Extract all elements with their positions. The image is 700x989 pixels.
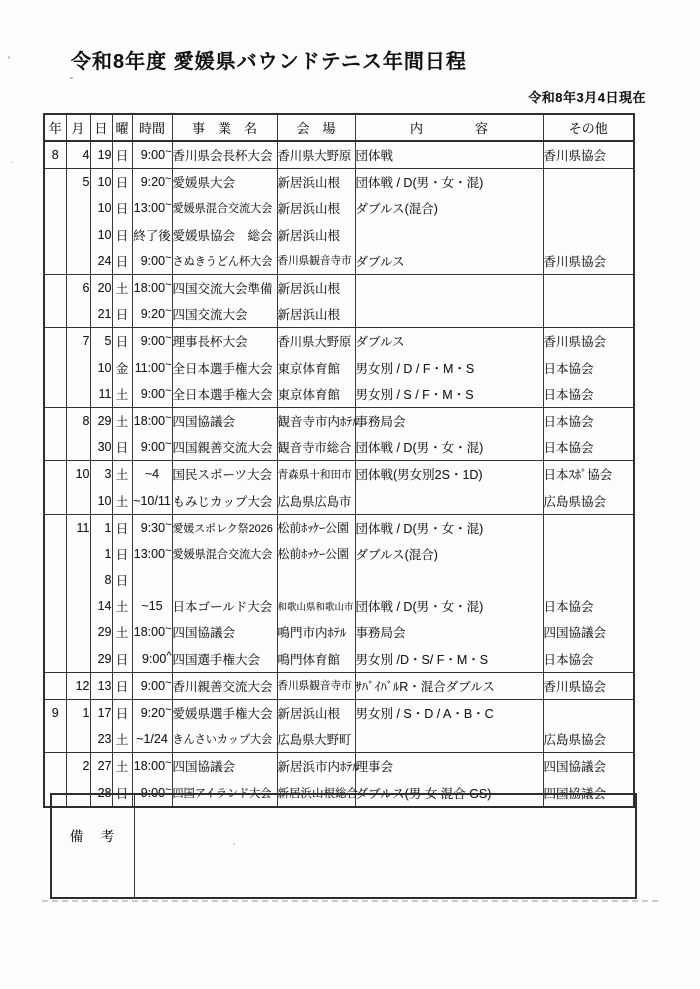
cell-content: 団体戦 / D(男・女・混)	[355, 434, 543, 461]
cell-other: 日本協会	[543, 407, 634, 434]
cell-weekday: 日	[112, 248, 132, 275]
cell-event: 理事長杯大会	[172, 328, 277, 355]
time-tilde: ~	[165, 384, 172, 397]
cell-month	[66, 355, 90, 381]
table-row	[44, 301, 634, 328]
cell-month	[66, 381, 90, 408]
cell-weekday: 土	[112, 726, 132, 753]
cell-content: ダブルス(混合)	[355, 541, 543, 567]
cell-day: 10	[90, 222, 112, 248]
remarks-content	[137, 795, 635, 897]
cell-weekday: 日	[112, 514, 132, 541]
cell-year	[44, 672, 66, 699]
cell-year	[44, 407, 66, 434]
cell-day: 10	[90, 195, 112, 221]
cell-content	[355, 274, 543, 301]
table-row	[44, 222, 634, 248]
cell-content: 事務局会	[355, 619, 543, 645]
cell-event: きんさいカップ大会	[172, 726, 277, 753]
cell-content	[355, 487, 543, 514]
cell-weekday: 日	[112, 301, 132, 328]
table-header	[44, 114, 634, 141]
cell-year: 8	[44, 141, 66, 169]
cell-year	[44, 541, 66, 567]
cell-content: 事務局会	[355, 407, 543, 434]
cell-content: 男女別 /D・S/ F・M・S	[355, 646, 543, 673]
cell-year	[44, 619, 66, 645]
scan-speck	[8, 56, 10, 59]
cell-month	[66, 487, 90, 514]
cell-day: 5	[90, 328, 112, 355]
cell-time: 9:00~	[132, 780, 172, 807]
cell-time: 9:00~	[132, 672, 172, 699]
cell-weekday: 日	[112, 567, 132, 593]
cell-day: 19	[90, 141, 112, 169]
cell-weekday: 日	[112, 222, 132, 248]
cell-other	[543, 699, 634, 726]
cell-other: 広島県協会	[543, 726, 634, 753]
cell-event: 愛媛県大会	[172, 169, 277, 196]
cell-other: 四国協議会	[543, 619, 634, 645]
cell-weekday: 日	[112, 699, 132, 726]
cell-venue: 新居浜市内ﾎﾃﾙ	[277, 753, 355, 780]
cell-month	[66, 541, 90, 567]
cell-weekday: 金	[112, 355, 132, 381]
cell-weekday: 土	[112, 619, 132, 645]
cell-other: 日本協会	[543, 381, 634, 408]
cell-time: ~4	[132, 461, 172, 488]
cell-month: 12	[66, 672, 90, 699]
table-row	[44, 699, 634, 726]
cell-other	[543, 222, 634, 248]
cell-other: 日本協会	[543, 434, 634, 461]
cell-weekday: 日	[112, 646, 132, 673]
scan-speck	[233, 843, 235, 845]
cell-day: 23	[90, 726, 112, 753]
cell-time: ~10/11	[132, 487, 172, 514]
table-row	[44, 514, 634, 541]
cell-month: 7	[66, 328, 90, 355]
cell-day: 10	[90, 169, 112, 196]
cell-time: 9:00~	[132, 248, 172, 275]
cell-content: 団体戦	[355, 141, 543, 169]
cell-weekday: 土	[112, 753, 132, 780]
cell-other	[543, 567, 634, 593]
table-row	[44, 407, 634, 434]
cell-event: 愛媛県選手権大会	[172, 699, 277, 726]
time-tilde: ^	[166, 649, 172, 662]
cell-weekday: 土	[112, 487, 132, 514]
cell-content: 男女別 / S・D / A・B・C	[355, 699, 543, 726]
header-month: 月	[66, 114, 90, 141]
cell-year	[44, 514, 66, 541]
cell-event: 愛媛県混合交流大会	[172, 541, 277, 567]
cell-month: 4	[66, 141, 90, 169]
cell-weekday: 日	[112, 169, 132, 196]
cell-month	[66, 593, 90, 619]
cell-event	[172, 567, 277, 593]
scan-speck	[12, 161, 13, 163]
table-row	[44, 328, 634, 355]
cell-day: 11	[90, 381, 112, 408]
cell-other: 四国協議会	[543, 780, 634, 807]
cell-year	[44, 169, 66, 196]
time-tilde: ~	[165, 518, 172, 531]
scan-speck	[70, 77, 73, 79]
table-row	[44, 434, 634, 461]
cell-content: ｻﾊﾞｲﾊﾞﾙR・混合ダブルス	[355, 672, 543, 699]
cell-day: 1	[90, 541, 112, 567]
header-venue: 会 場	[277, 114, 355, 141]
cell-month	[66, 222, 90, 248]
time-tilde: ~	[165, 251, 172, 264]
cell-year	[44, 487, 66, 514]
cell-other: 日本協会	[543, 355, 634, 381]
cell-time: 9:00~	[132, 434, 172, 461]
cell-day: 24	[90, 248, 112, 275]
cell-month: 2	[66, 753, 90, 780]
cell-year	[44, 328, 66, 355]
cell-year	[44, 355, 66, 381]
cell-venue: 新居浜山根	[277, 222, 355, 248]
cell-month	[66, 434, 90, 461]
cell-month: 11	[66, 514, 90, 541]
time-tilde: ~	[165, 173, 172, 186]
cell-other: 四国協議会	[543, 753, 634, 780]
cell-month	[66, 646, 90, 673]
cell-content: 理事会	[355, 753, 543, 780]
table-row	[44, 248, 634, 275]
time-tilde: ~	[165, 783, 172, 796]
cell-venue: 観音寺市総合	[277, 434, 355, 461]
cell-day: 28	[90, 780, 112, 807]
table-row	[44, 195, 634, 221]
cell-year	[44, 726, 66, 753]
cell-venue: 新居浜山根総合	[277, 780, 355, 807]
cell-content: 団体戦(男女別2S・1D)	[355, 461, 543, 488]
time-tilde: ~	[165, 438, 172, 451]
scan-artifact-line	[42, 900, 658, 902]
cell-other	[543, 169, 634, 196]
time-tilde: ~	[165, 544, 172, 557]
cell-weekday: 土	[112, 381, 132, 408]
cell-weekday: 日	[112, 434, 132, 461]
cell-event: 四国協議会	[172, 619, 277, 645]
cell-event: さぬきうどん杯大会	[172, 248, 277, 275]
cell-day: 30	[90, 434, 112, 461]
cell-time: 18:00~	[132, 274, 172, 301]
table-row	[44, 141, 634, 169]
cell-year	[44, 567, 66, 593]
remarks-label: 備 考	[52, 795, 135, 897]
cell-weekday: 日	[112, 195, 132, 221]
table-row	[44, 461, 634, 488]
cell-day: 10	[90, 355, 112, 381]
cell-content: 男女別 / S / F・M・S	[355, 381, 543, 408]
cell-month	[66, 195, 90, 221]
cell-year	[44, 593, 66, 619]
cell-time: 9:00~	[132, 328, 172, 355]
cell-content: ダブルス	[355, 248, 543, 275]
cell-time: 終了後	[132, 222, 172, 248]
cell-event: もみじカップ大会	[172, 487, 277, 514]
cell-venue: 鳴門市内ﾎﾃﾙ	[277, 619, 355, 645]
cell-month: 8	[66, 407, 90, 434]
cell-time: 9:20~	[132, 301, 172, 328]
time-tilde: ~	[165, 704, 172, 717]
table-row	[44, 169, 634, 196]
cell-venue: 観音寺市内ﾎﾃﾙ	[277, 407, 355, 434]
time-tilde: ~	[165, 332, 172, 345]
table-row	[44, 726, 634, 753]
cell-content: ダブルス	[355, 328, 543, 355]
cell-event: 四国交流大会	[172, 301, 277, 328]
time-tilde: ~	[165, 199, 172, 212]
cell-weekday: 土	[112, 593, 132, 619]
table-row	[44, 541, 634, 567]
cell-time: 13:00~	[132, 195, 172, 221]
time-tilde: ~	[165, 279, 172, 292]
cell-other	[543, 514, 634, 541]
cell-day: 8	[90, 567, 112, 593]
cell-weekday: 土	[112, 274, 132, 301]
cell-year	[44, 434, 66, 461]
cell-other	[543, 195, 634, 221]
cell-other: 香川県協会	[543, 328, 634, 355]
cell-other: 日本協会	[543, 646, 634, 673]
time-tilde: ~	[165, 358, 172, 371]
cell-content	[355, 726, 543, 753]
cell-month	[66, 567, 90, 593]
cell-weekday: 土	[112, 461, 132, 488]
cell-venue: 広島県大野町	[277, 726, 355, 753]
cell-venue: 東京体育館	[277, 355, 355, 381]
cell-year	[44, 753, 66, 780]
cell-content	[355, 222, 543, 248]
cell-event: 愛媛県協会 総会	[172, 222, 277, 248]
cell-year: 9	[44, 699, 66, 726]
cell-day: 21	[90, 301, 112, 328]
cell-venue: 和歌山県和歌山市	[277, 593, 355, 619]
cell-event: 愛媛スポレク祭2026	[172, 514, 277, 541]
cell-other: 日本ｽﾎﾟ協会	[543, 461, 634, 488]
table-row	[44, 355, 634, 381]
cell-weekday: 日	[112, 141, 132, 169]
table-row	[44, 753, 634, 780]
cell-content: 団体戦 / D(男・女・混)	[355, 593, 543, 619]
cell-venue: 青森県十和田市	[277, 461, 355, 488]
cell-year	[44, 381, 66, 408]
table-row	[44, 619, 634, 645]
cell-other: 香川県協会	[543, 672, 634, 699]
cell-content: 男女別 / D / F・M・S	[355, 355, 543, 381]
cell-event: 四国親善交流大会	[172, 434, 277, 461]
cell-month: 6	[66, 274, 90, 301]
table-row	[44, 487, 634, 514]
cell-other: 日本協会	[543, 593, 634, 619]
cell-day: 1	[90, 514, 112, 541]
cell-venue: 香川県大野原	[277, 141, 355, 169]
cell-event: 愛媛県混合交流大会	[172, 195, 277, 221]
cell-venue: 新居浜山根	[277, 699, 355, 726]
time-tilde: ~	[165, 757, 172, 770]
header-event: 事 業 名	[172, 114, 277, 141]
cell-content: ダブルス(男 女 混合 GS)	[355, 780, 543, 807]
cell-event: 四国交流大会準備	[172, 274, 277, 301]
cell-other	[543, 541, 634, 567]
cell-other	[543, 301, 634, 328]
header-row	[44, 114, 634, 141]
time-tilde: ~	[165, 623, 172, 636]
cell-time	[132, 567, 172, 593]
cell-content: 団体戦 / D(男・女・混)	[355, 514, 543, 541]
time-tilde: ~	[165, 305, 172, 318]
cell-weekday: 日	[112, 328, 132, 355]
cell-content: ダブルス(混合)	[355, 195, 543, 221]
cell-day: 29	[90, 407, 112, 434]
cell-time: 9:00^	[132, 646, 172, 673]
cell-time: 9:20~	[132, 699, 172, 726]
cell-event: 香川県会長杯大会	[172, 141, 277, 169]
cell-weekday: 日	[112, 541, 132, 567]
cell-year	[44, 274, 66, 301]
cell-time: 11:00~	[132, 355, 172, 381]
cell-time: 18:00~	[132, 619, 172, 645]
cell-time: 9:00~	[132, 381, 172, 408]
cell-content: 団体戦 / D(男・女・混)	[355, 169, 543, 196]
cell-other: 香川県協会	[543, 141, 634, 169]
cell-time: 9:00~	[132, 141, 172, 169]
header-content: 内 容	[355, 114, 543, 141]
cell-event: 全日本選手権大会	[172, 355, 277, 381]
cell-time: ~1/24	[132, 726, 172, 753]
cell-weekday: 日	[112, 672, 132, 699]
cell-day: 3	[90, 461, 112, 488]
cell-month	[66, 619, 90, 645]
table-row	[44, 274, 634, 301]
cell-other: 香川県協会	[543, 248, 634, 275]
time-tilde: ~	[165, 411, 172, 424]
cell-month: 1	[66, 699, 90, 726]
cell-month: 5	[66, 169, 90, 196]
cell-venue: 東京体育館	[277, 381, 355, 408]
cell-event: 四国選手権大会	[172, 646, 277, 673]
cell-time: 18:00~	[132, 753, 172, 780]
cell-venue: 松前ﾎｯｹｰ公園	[277, 541, 355, 567]
header-day: 日	[90, 114, 112, 141]
cell-venue: 香川県大野原	[277, 328, 355, 355]
cell-month	[66, 248, 90, 275]
table-row	[44, 381, 634, 408]
cell-day: 20	[90, 274, 112, 301]
remarks-box	[50, 793, 637, 899]
header-time: 時間	[132, 114, 172, 141]
cell-event: 香川親善交流大会	[172, 672, 277, 699]
cell-month	[66, 726, 90, 753]
cell-day: 29	[90, 619, 112, 645]
page-title: 令和8年度 愛媛県バウンドテニス年間日程	[71, 51, 467, 73]
cell-event: 四国協議会	[172, 407, 277, 434]
cell-venue: 広島県広島市	[277, 487, 355, 514]
cell-year	[44, 222, 66, 248]
cell-content	[355, 301, 543, 328]
cell-day: 14	[90, 593, 112, 619]
cell-venue: 新居浜山根	[277, 195, 355, 221]
table-row	[44, 672, 634, 699]
cell-content	[355, 567, 543, 593]
cell-month: 10	[66, 461, 90, 488]
cell-weekday: 日	[112, 780, 132, 807]
cell-month	[66, 301, 90, 328]
cell-day: 13	[90, 672, 112, 699]
as-of-date: 令和8年3月4日現在	[528, 90, 646, 105]
cell-day: 10	[90, 487, 112, 514]
cell-time: ~15	[132, 593, 172, 619]
cell-venue: 鳴門体育館	[277, 646, 355, 673]
cell-time: 9:30~	[132, 514, 172, 541]
cell-event: 四国協議会	[172, 753, 277, 780]
cell-year	[44, 461, 66, 488]
cell-other	[543, 274, 634, 301]
cell-venue: 新居浜山根	[277, 301, 355, 328]
header-other: その他	[543, 114, 634, 141]
cell-year	[44, 248, 66, 275]
cell-event: 国民スポーツ大会	[172, 461, 277, 488]
cell-other: 広島県協会	[543, 487, 634, 514]
cell-event: 日本ゴールド大会	[172, 593, 277, 619]
header-weekday: 曜	[112, 114, 132, 141]
table-row	[44, 593, 634, 619]
cell-year	[44, 195, 66, 221]
cell-event: 四国アイランド大会	[172, 780, 277, 807]
time-tilde: ~	[165, 146, 172, 159]
cell-day: 27	[90, 753, 112, 780]
cell-time: 9:20~	[132, 169, 172, 196]
cell-venue: 香川県観音寺市	[277, 672, 355, 699]
header-year: 年	[44, 114, 66, 141]
cell-event: 全日本選手権大会	[172, 381, 277, 408]
cell-venue	[277, 567, 355, 593]
table-row	[44, 567, 634, 593]
cell-year	[44, 301, 66, 328]
cell-day: 17	[90, 699, 112, 726]
cell-time: 13:00~	[132, 541, 172, 567]
cell-day: 29	[90, 646, 112, 673]
cell-venue: 香川県観音寺市	[277, 248, 355, 275]
time-tilde: ~	[165, 676, 172, 689]
schedule-table	[43, 113, 635, 808]
cell-year	[44, 646, 66, 673]
cell-venue: 新居浜山根	[277, 169, 355, 196]
cell-time: 18:00~	[132, 407, 172, 434]
table-body	[44, 141, 634, 807]
table-row	[44, 646, 634, 673]
cell-venue: 松前ﾎｯｹｰ公園	[277, 514, 355, 541]
cell-venue: 新居浜山根	[277, 274, 355, 301]
cell-weekday: 土	[112, 407, 132, 434]
